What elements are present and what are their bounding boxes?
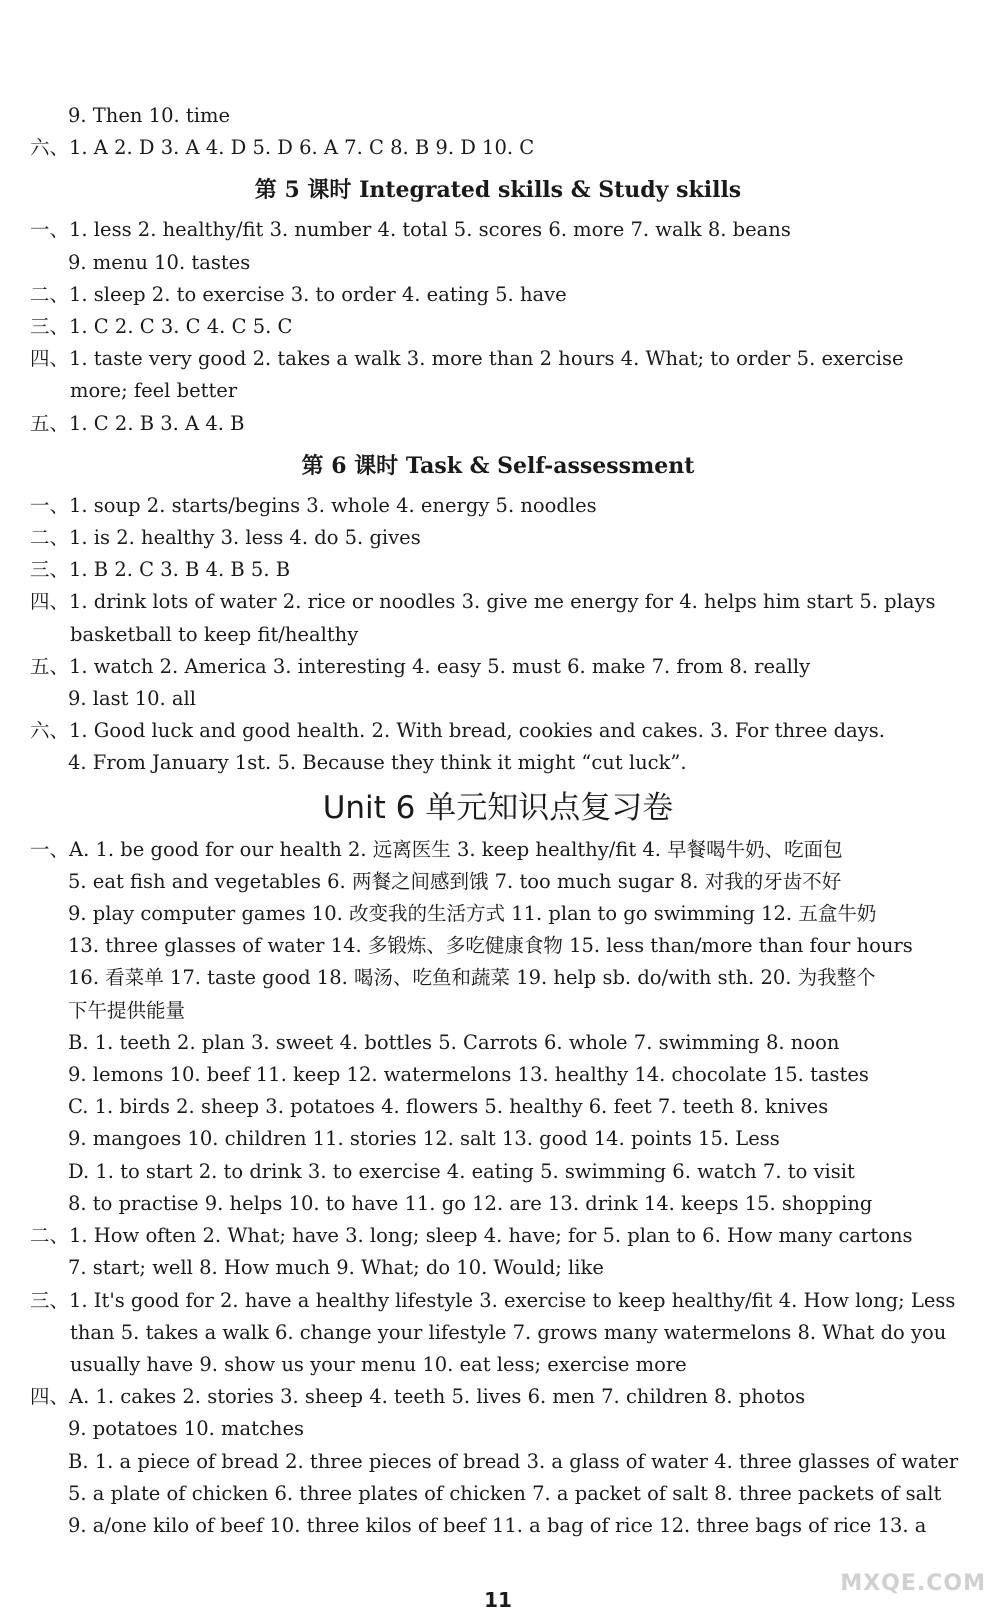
answer-line: 五、1. C 2. B 3. A 4. B (30, 411, 245, 435)
answer-line: C. 1. birds 2. sheep 3. potatoes 4. flowers 5. healthy 6. feet 7. teeth 8. knives (68, 1095, 829, 1119)
answer-line: 9. mangoes 10. children 11. stories 12. salt 13. good 14. points 15. Less (68, 1127, 780, 1151)
answer-line: 7. start; well 8. How much 9. What; do 10. Would; like (68, 1256, 604, 1280)
answer-line: 下午提供能量 (68, 998, 186, 1022)
answer-line: 二、1. sleep 2. to exercise 3. to order 4. eating 5. have (30, 282, 567, 306)
answer-line: 三、1. C 2. C 3. C 4. C 5. C (30, 315, 293, 339)
answer-line: 六、1. A 2. D 3. A 4. D 5. D 6. A 7. C 8. B 9. D 10. C (30, 136, 535, 160)
answer-line: 四、A. 1. cakes 2. stories 3. sheep 4. teeth 5. lives 6. men 7. children 8. photos (30, 1385, 806, 1409)
answer-line: 五、1. watch 2. America 3. interesting 4. easy 5. must 6. make 7. from 8. really (30, 654, 811, 678)
answer-line: 二、1. How often 2. What; have 3. long; sleep 4. have; for 5. plan to 6. How many cartons (30, 1224, 913, 1248)
lesson-5-heading: 第 5 课时 Integrated skills & Study skills (254, 177, 742, 204)
unit-6-title: Unit 6 单元知识点复习卷 (322, 789, 674, 826)
answer-line: 4. From January 1st. 5. Because they think it might “cut luck”. (68, 751, 687, 775)
answer-line: 9. last 10. all (68, 687, 197, 711)
answer-line: than 5. takes a walk 6. change your lifestyle 7. grows many watermelons 8. What do you (70, 1320, 947, 1344)
answers-previous-section (30, 100, 966, 164)
answer-line: 一、1. soup 2. starts/begins 3. whole 4. energy 5. noodles (30, 493, 597, 517)
answer-line: 9. menu 10. tastes (68, 250, 251, 274)
answer-line: 一、A. 1. be good for our health 2. 远离医生 3. keep healthy/fit 4. 早餐喝牛奶、吃面包 (30, 837, 843, 861)
watermark-logo: MXQE.COM (840, 1571, 986, 1596)
answer-line: 三、1. B 2. C 3. B 4. B 5. B (30, 558, 291, 582)
answer-line: 16. 看菜单 17. taste good 18. 喝汤、吃鱼和蔬菜 19. help sb. do/with sth. 20. 为我整个 (68, 966, 876, 990)
answer-line: D. 1. to start 2. to drink 3. to exercise 4. eating 5. swimming 6. watch 7. to visit (68, 1159, 855, 1183)
answer-line: usually have 9. show us your menu 10. eat less; exercise more (70, 1352, 687, 1376)
page-number: 11 (484, 1588, 512, 1612)
answer-line: 9. potatoes 10. matches (68, 1417, 304, 1441)
answers-lesson-6 (30, 490, 966, 780)
answer-line: 二、1. is 2. healthy 3. less 4. do 5. gives (30, 526, 421, 550)
answer-line: 13. three glasses of water 14. 多锻炼、多吃健康食物 15. less than/more than four hours (68, 934, 913, 958)
answers-unit-6-review (30, 834, 966, 1542)
answer-line: 三、1. It's good for 2. have a healthy lifestyle 3. exercise to keep healthy/fit 4. How long; Less (30, 1288, 956, 1312)
answer-line: 8. to practise 9. helps 10. to have 11. go 12. are 13. drink 14. keeps 15. shopping (68, 1191, 873, 1215)
lesson-6-heading: 第 6 课时 Task & Self-assessment (301, 452, 695, 479)
answer-line: basketball to keep fit/healthy (70, 622, 359, 646)
answers-lesson-5 (30, 214, 966, 439)
answer-line: B. 1. a piece of bread 2. three pieces of bread 3. a glass of water 4. three glasses of water (68, 1449, 959, 1473)
answer-line: 5. a plate of chicken 6. three plates of chicken 7. a packet of salt 8. three packets of salt (68, 1481, 942, 1505)
answer-line: 四、1. taste very good 2. takes a walk 3. more than 2 hours 4. What; to order 5. exercise (30, 347, 904, 371)
answer-line: 9. a/one kilo of beef 10. three kilos of beef 11. a bag of rice 12. three bags of rice 13. a (68, 1513, 927, 1537)
answer-line: 六、1. Good luck and good health. 2. With bread, cookies and cakes. 3. For three days. (30, 719, 885, 743)
answer-line: 9. lemons 10. beef 11. keep 12. watermelons 13. healthy 14. chocolate 15. tastes (68, 1063, 869, 1087)
answer-line: more; feel better (70, 379, 238, 403)
answer-line: 9. play computer games 10. 改变我的生活方式 11. plan to go swimming 12. 五盒牛奶 (68, 902, 877, 926)
answer-line: 一、1. less 2. healthy/fit 3. number 4. total 5. scores 6. more 7. walk 8. beans (30, 218, 791, 242)
answer-line: B. 1. teeth 2. plan 3. sweet 4. bottles 5. Carrots 6. whole 7. swimming 8. noon (68, 1030, 840, 1054)
answer-line: 5. eat fish and vegetables 6. 两餐之间感到饿 7. too much sugar 8. 对我的牙齿不好 (68, 869, 842, 893)
answer-line: 9. Then 10. time (68, 104, 230, 127)
answer-line: 四、1. drink lots of water 2. rice or noodles 3. give me energy for 4. helps him start 5. plays (30, 590, 936, 614)
